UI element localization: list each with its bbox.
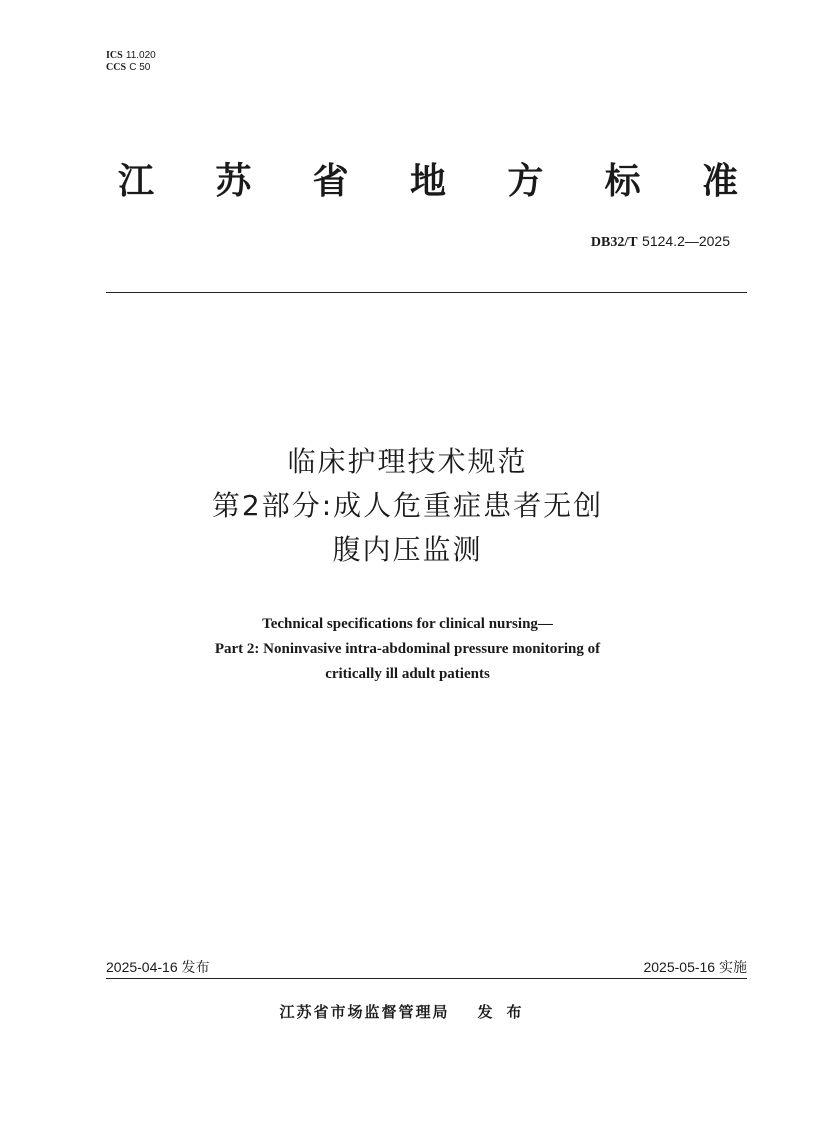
bottom-divider: [106, 978, 747, 979]
implementation-date: 2025-05-16 实施: [643, 959, 747, 975]
ics-code: [106, 50, 156, 62]
ccs-code: [106, 62, 156, 74]
standard-number-prefix: DB32/T: [590, 235, 638, 250]
standard-type-char: 地: [409, 161, 446, 202]
ccs-value: C 50: [129, 62, 151, 73]
standard-type-char: 标: [604, 161, 641, 202]
ccs-label: CCS: [106, 62, 127, 73]
standard-type-char: 省: [312, 161, 349, 202]
standard-type-char: 准: [701, 161, 738, 202]
standard-type-char: 苏: [215, 161, 252, 202]
english-title-line: Part 2: Noninvasive intra-abdominal pressure monitoring of: [214, 641, 601, 657]
standard-type-char: 方: [507, 161, 544, 202]
issuing-authority: [0, 1002, 815, 1022]
chinese-title: [0, 440, 815, 572]
english-title-line: Technical specifications for clinical nursing—: [262, 616, 553, 632]
issuer-action: 发布: [477, 1003, 536, 1021]
standard-type-char: 江: [118, 161, 155, 202]
english-title: [0, 612, 815, 687]
ics-value: 11.020: [125, 50, 156, 61]
top-divider: [106, 292, 747, 293]
issuer-org: 江苏省市场监督管理局: [279, 1003, 450, 1021]
standard-number-value: 5124.2—2025: [642, 233, 730, 249]
classification-codes: [106, 50, 156, 74]
ics-label: ICS: [106, 50, 123, 61]
chinese-title-line: 第2部分:成人危重症患者无创: [211, 489, 604, 522]
chinese-title-line: 临床护理技术规范: [287, 445, 528, 478]
standard-type-heading: [118, 160, 738, 204]
release-date: 2025-04-16 发布: [106, 959, 210, 975]
chinese-title-line: 腹内压监测: [332, 533, 483, 566]
standard-number: [591, 232, 730, 252]
english-title-line: critically ill adult patients: [325, 666, 490, 682]
